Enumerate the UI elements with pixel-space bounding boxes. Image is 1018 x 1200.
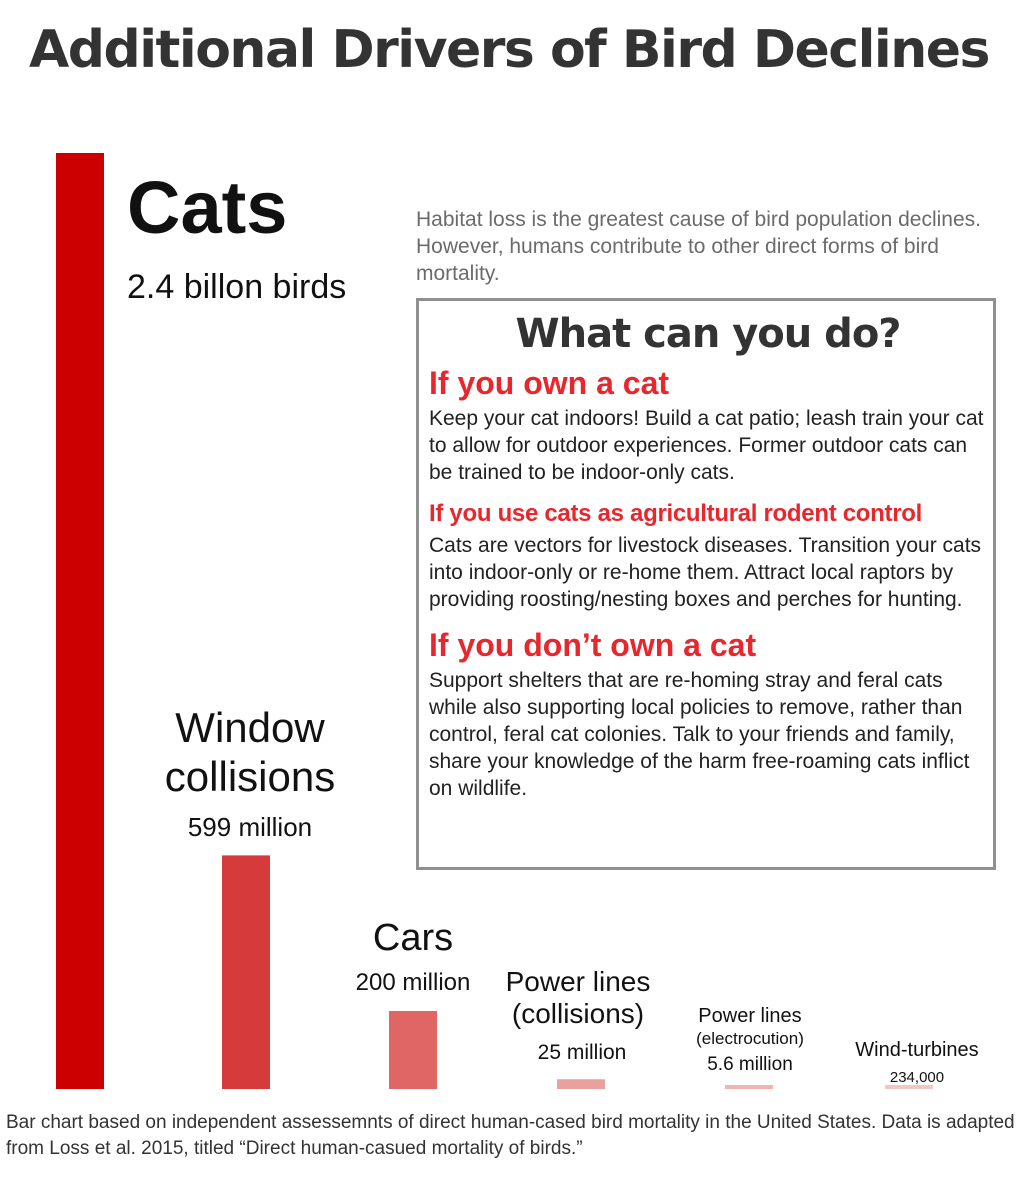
category-label-3: Cars [372, 917, 454, 959]
section-body-agricultural: Cats are vectors for livestock diseases. Transition your cats into indoor-only or re-home them. Attract local raptors by providing roosting/nesting boxes and perches for hunting. [429, 534, 982, 611]
value-label-5: 5.6 million [707, 1054, 793, 1075]
value-label-2: 599 million [187, 812, 313, 842]
category-label-2-line-1: Window [175, 704, 325, 751]
page-title: Additional Drivers of Bird Declines [29, 20, 989, 80]
box-title: What can you do? [515, 311, 901, 357]
category-label-4-line-2: (collisions) [511, 998, 645, 1029]
category-label-2-line-2: collisions [164, 753, 336, 800]
bar-3 [389, 1011, 437, 1089]
bar-4 [557, 1079, 605, 1089]
bar-2 [222, 855, 270, 1089]
value-label-6: 234,000 [889, 1069, 945, 1086]
bar-5 [725, 1085, 773, 1089]
section-heading-no-cat: If you don’t own a cat [429, 627, 757, 663]
category-label-5-line-1: Power lines [698, 1005, 802, 1027]
chart-caption: Bar chart based on independent assessemnts of direct human-cased bird mortality in the United States. Data is adapted from Loss et al. 2015, titled “Direct human-casued mortality of birds.” [6, 1112, 1015, 1159]
value-label-4: 25 million [537, 1041, 627, 1064]
section-body-no-cat: Support shelters that are re-homing stray and feral cats while also supporting local policies to remove, rather than control, feral cat colonies. Talk to your friends and family, share your knowledge of the harm free-roaming cats inflict on wildlife. [429, 669, 970, 800]
category-label-1: Cats [127, 166, 288, 249]
what-can-you-do-box [416, 298, 996, 870]
section-body-own-cat: Keep your cat indoors! Build a cat patio; leash train your cat to allow for outdoor experiences. Former outdoor cats can be trained to be indoor-only cats. [429, 407, 984, 484]
intro-text: Habitat loss is the greatest cause of bird population declines. However, humans contribute to other direct forms of bird mortality. [416, 208, 982, 285]
category-label-5-line-2: (electrocution) [696, 1029, 804, 1048]
section-heading-own-cat: If you own a cat [429, 365, 670, 401]
bar-1 [56, 153, 104, 1089]
value-label-1: 2.4 billon birds [127, 268, 347, 306]
category-label-6: Wind-turbines [855, 1039, 979, 1061]
section-heading-agricultural: If you use cats as agricultural rodent control [429, 500, 922, 527]
value-label-3: 200 million [355, 969, 471, 996]
category-label-4-line-1: Power lines [505, 966, 651, 997]
